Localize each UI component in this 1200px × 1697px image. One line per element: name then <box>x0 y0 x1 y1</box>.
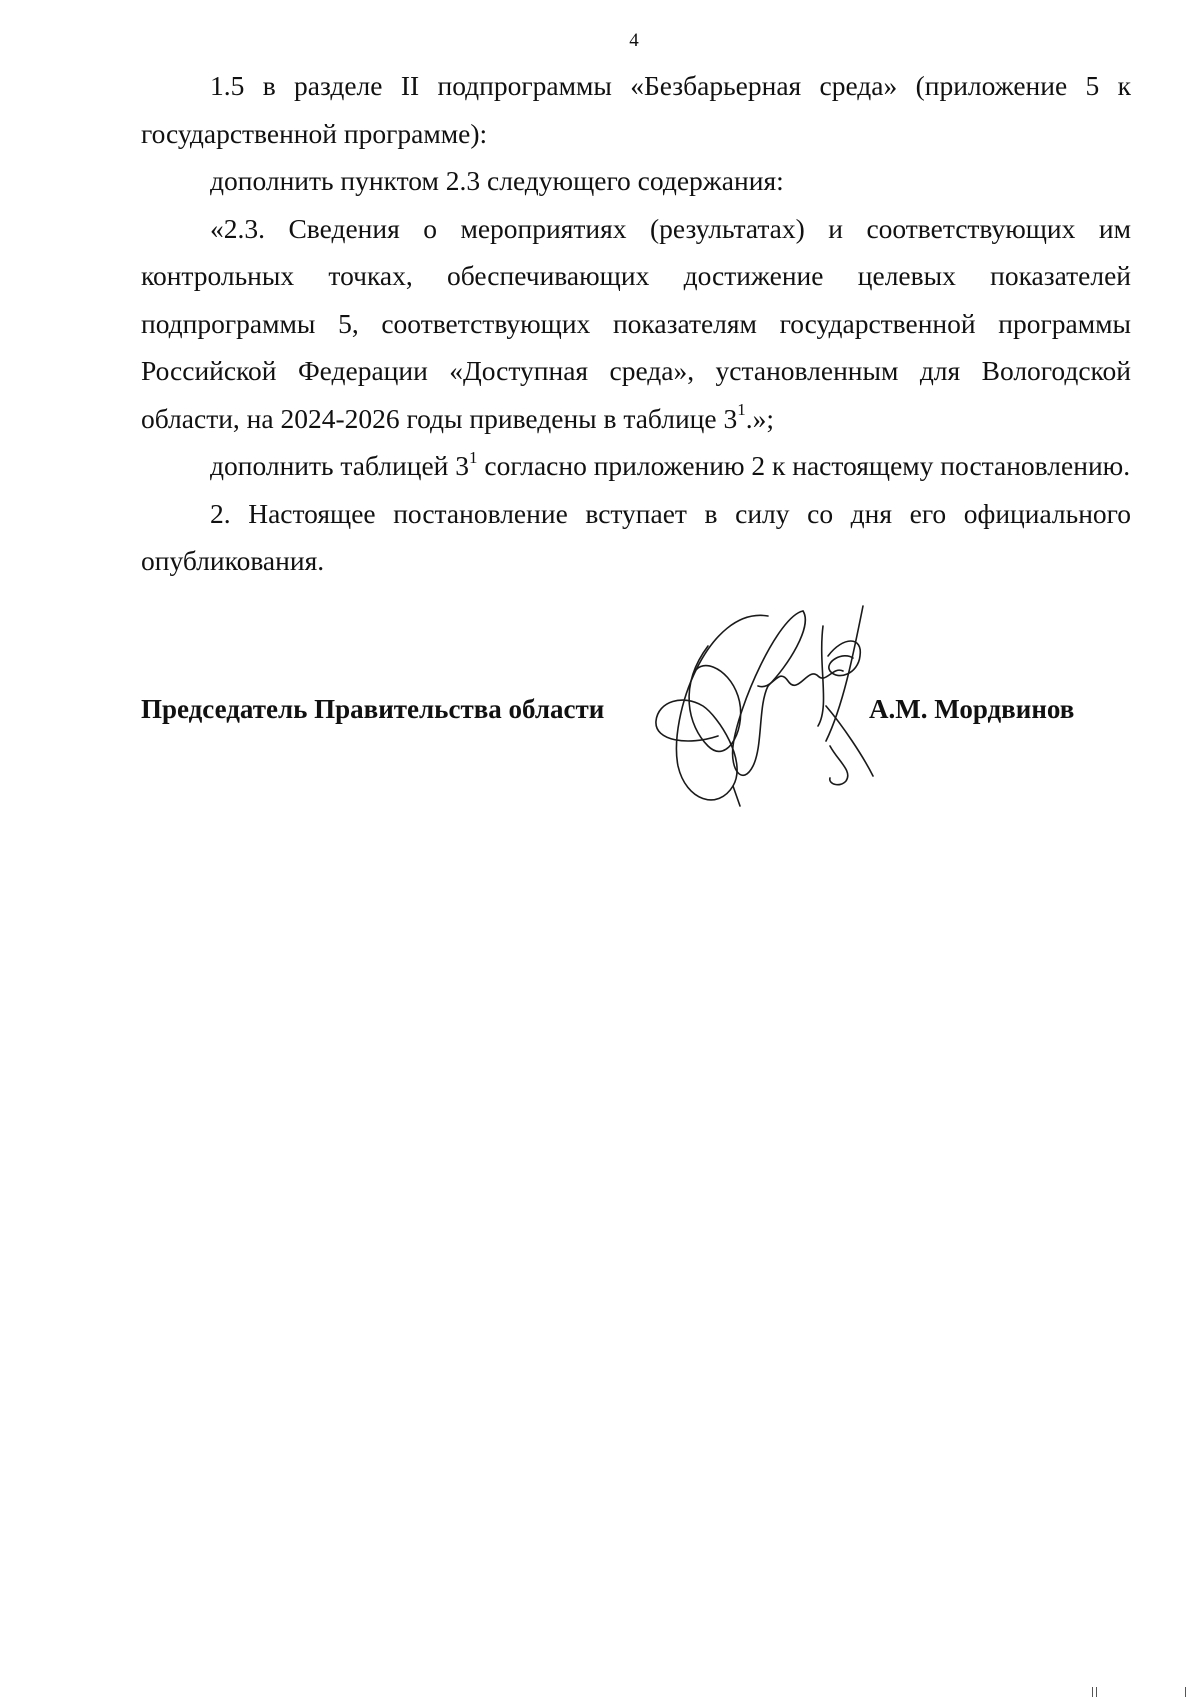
document-body <box>141 62 1131 585</box>
superscript-table-index: 1 <box>737 400 746 420</box>
edge-mark <box>1096 1687 1097 1697</box>
paragraph-add-table: дополнить таблицей $3^1$ согласно приложению 2 к настоящему постановлению. <box>210 447 1131 481</box>
handwritten-signature-icon <box>648 596 898 816</box>
paragraph-amendment-1-5: 1.5 в разделе II подпрограммы «Безбарьерная среда» (приложение 5 к государственной программе): <box>141 70 1131 149</box>
edge-mark <box>1185 1687 1186 1697</box>
paragraph-effective-date: 2. Настоящее постановление вступает в силу со дня его официального опубликования. <box>141 497 1131 576</box>
superscript-table-index: 1 <box>469 447 478 467</box>
edge-mark <box>1092 1687 1093 1697</box>
paragraph-add-point-2-3: дополнить пунктом 2.3 следующего содержания: <box>210 165 784 196</box>
page-number: 4 <box>629 30 639 51</box>
signer-title: Председатель Правительства области <box>141 694 605 724</box>
paragraph-point-2-3-text: «2.3. Сведения о мероприятиях (результатах) и соответствующих им контрольных точках, обеспечивающих достижение целевых показателей подпрограммы 5, соответствующих показателям государственной программы Российской Федерации «Доступная среда», установленным для Вологодской области, на 2024-2026 годы приведены в таблице $3^1$.»; <box>141 212 1131 434</box>
signer-name: А.М. Мордвинов <box>869 694 1075 724</box>
